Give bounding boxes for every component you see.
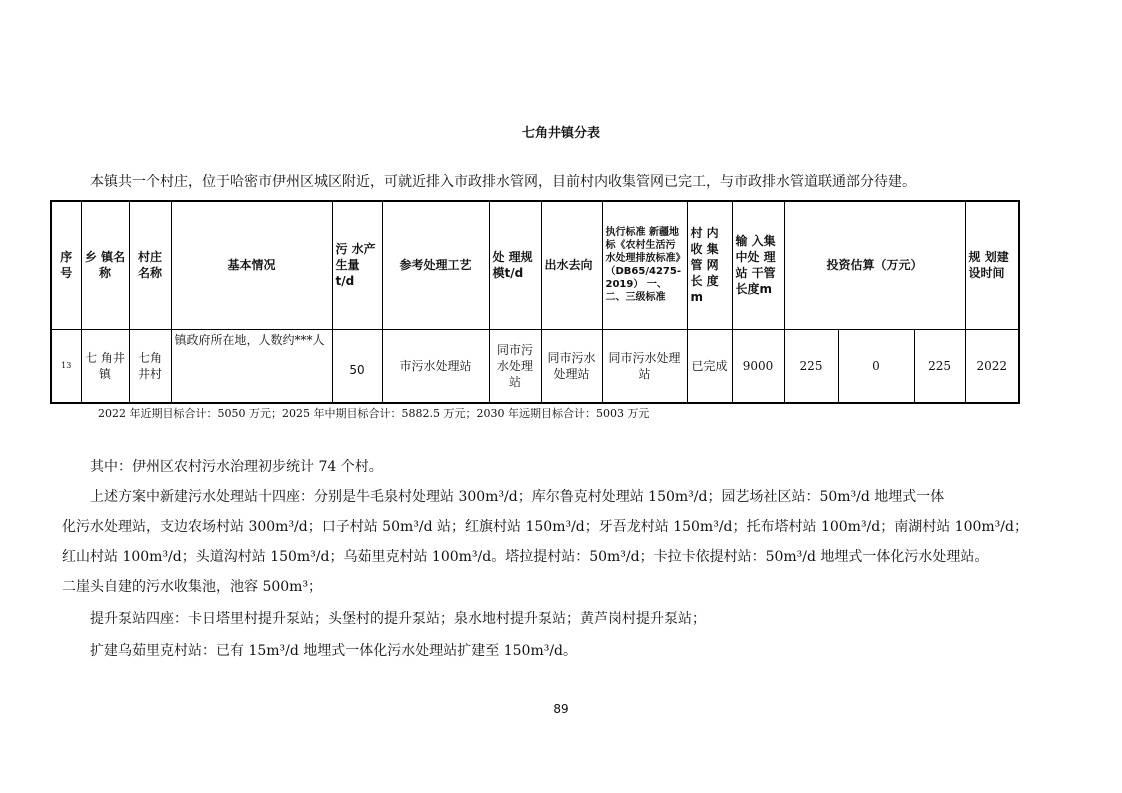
paragraph-new-stations-cont-1: 化污水处理站，支边农场村站 300m³/d；口子村站 50m³/d 站；红旗村站 150m³/d；牙吾龙村站 150m³/d；托布塔村站 100m³/d；南湖村站 100m³/d；	[62, 519, 1028, 535]
paragraph-new-stations: 上述方案中新建污水处理站十四座：分别是牛毛泉村处理站 300m³/d；库尔鲁克村处理站 150m³/d；园艺场社区站：50m³/d 地埋式一体	[90, 489, 945, 505]
cell-pipe-network-length: 已完成	[687, 329, 732, 403]
header-standard: 执行标准 新疆地标《农村生活污水处理排放标准》（DB65/4275-2019） 一、二、三级标准	[602, 201, 687, 329]
header-basic-info: 基本情况	[171, 201, 332, 329]
intro-paragraph: 本镇共一个村庄，位于哈密市伊州区城区附近，可就近排入市政排水管网，目前村内收集管网已完工，与市政排水管道联通部分待建。	[90, 174, 916, 190]
cell-treatment-scale: 同市污水处理站	[489, 329, 541, 403]
cell-basic-info: 镇政府所在地，人数约***人	[171, 329, 332, 403]
paragraph-collection-pool: 二崖头自建的污水收集池，池容 500m³；	[62, 579, 323, 595]
cell-investment-1: 225	[784, 329, 838, 403]
header-plan-time: 规 划建 设时间	[965, 201, 1019, 329]
header-village: 村庄名称	[129, 201, 171, 329]
header-sewage-volume: 污 水产 生量 t/d	[332, 201, 382, 329]
table-row	[51, 329, 1019, 403]
cell-seq: 13	[51, 329, 81, 403]
cell-trunk-pipe-length: 9000	[732, 329, 784, 403]
cell-standard: 同市污水处理站	[602, 329, 687, 403]
page-number: 89	[553, 702, 569, 716]
page-title: 七角井镇分表	[521, 126, 600, 141]
header-process: 参考处理工艺	[382, 201, 489, 329]
village-sewage-table	[50, 200, 1020, 404]
cell-investment-2: 0	[838, 329, 914, 403]
cell-process: 市污水处理站	[382, 329, 489, 403]
cell-village: 七角井村	[129, 329, 171, 403]
paragraph-expansion: 扩建乌茹里克村站：已有 15m³/d 地埋式一体化污水处理站扩建至 150m³/d。	[90, 643, 578, 659]
header-town: 乡 镇名称	[81, 201, 129, 329]
header-outflow: 出水去向	[541, 201, 602, 329]
cell-investment-3: 225	[914, 329, 965, 403]
paragraph-new-stations-cont-2: 红山村站 100m³/d；头道沟村站 150m³/d；乌茹里克村站 100m³/d。塔拉提村站：50m³/d；卡拉卡依提村站：50m³/d 地埋式一体化污水处理站。	[62, 549, 989, 565]
cell-plan-time: 2022	[965, 329, 1019, 403]
cell-town: 七 角井镇	[81, 329, 129, 403]
header-treatment-scale: 处 理规 模t/d	[489, 201, 541, 329]
header-pipe-network-length: 村 内收 集管 网长 度m	[687, 201, 732, 329]
cell-sewage-volume: 50	[332, 329, 382, 403]
header-seq: 序号	[51, 201, 81, 329]
paragraph-pump-stations: 提升泵站四座：卡日塔里村提升泵站；头堡村的提升泵站；泉水地村提升泵站；黄芦岗村提升泵站；	[90, 611, 706, 627]
investment-totals: 2022 年近期目标合计：5050 万元；2025 年中期目标合计：5882.5 万元；2030 年远期目标合计：5003 万元	[98, 407, 650, 420]
cell-outflow: 同市污水处理站	[541, 329, 602, 403]
header-trunk-pipe-length: 输 入集 中处 理站 干管 长度m	[732, 201, 784, 329]
paragraph-summary: 其中：伊州区农村污水治理初步统计 74 个村。	[90, 459, 383, 475]
header-investment: 投资估算（万元）	[784, 201, 965, 329]
